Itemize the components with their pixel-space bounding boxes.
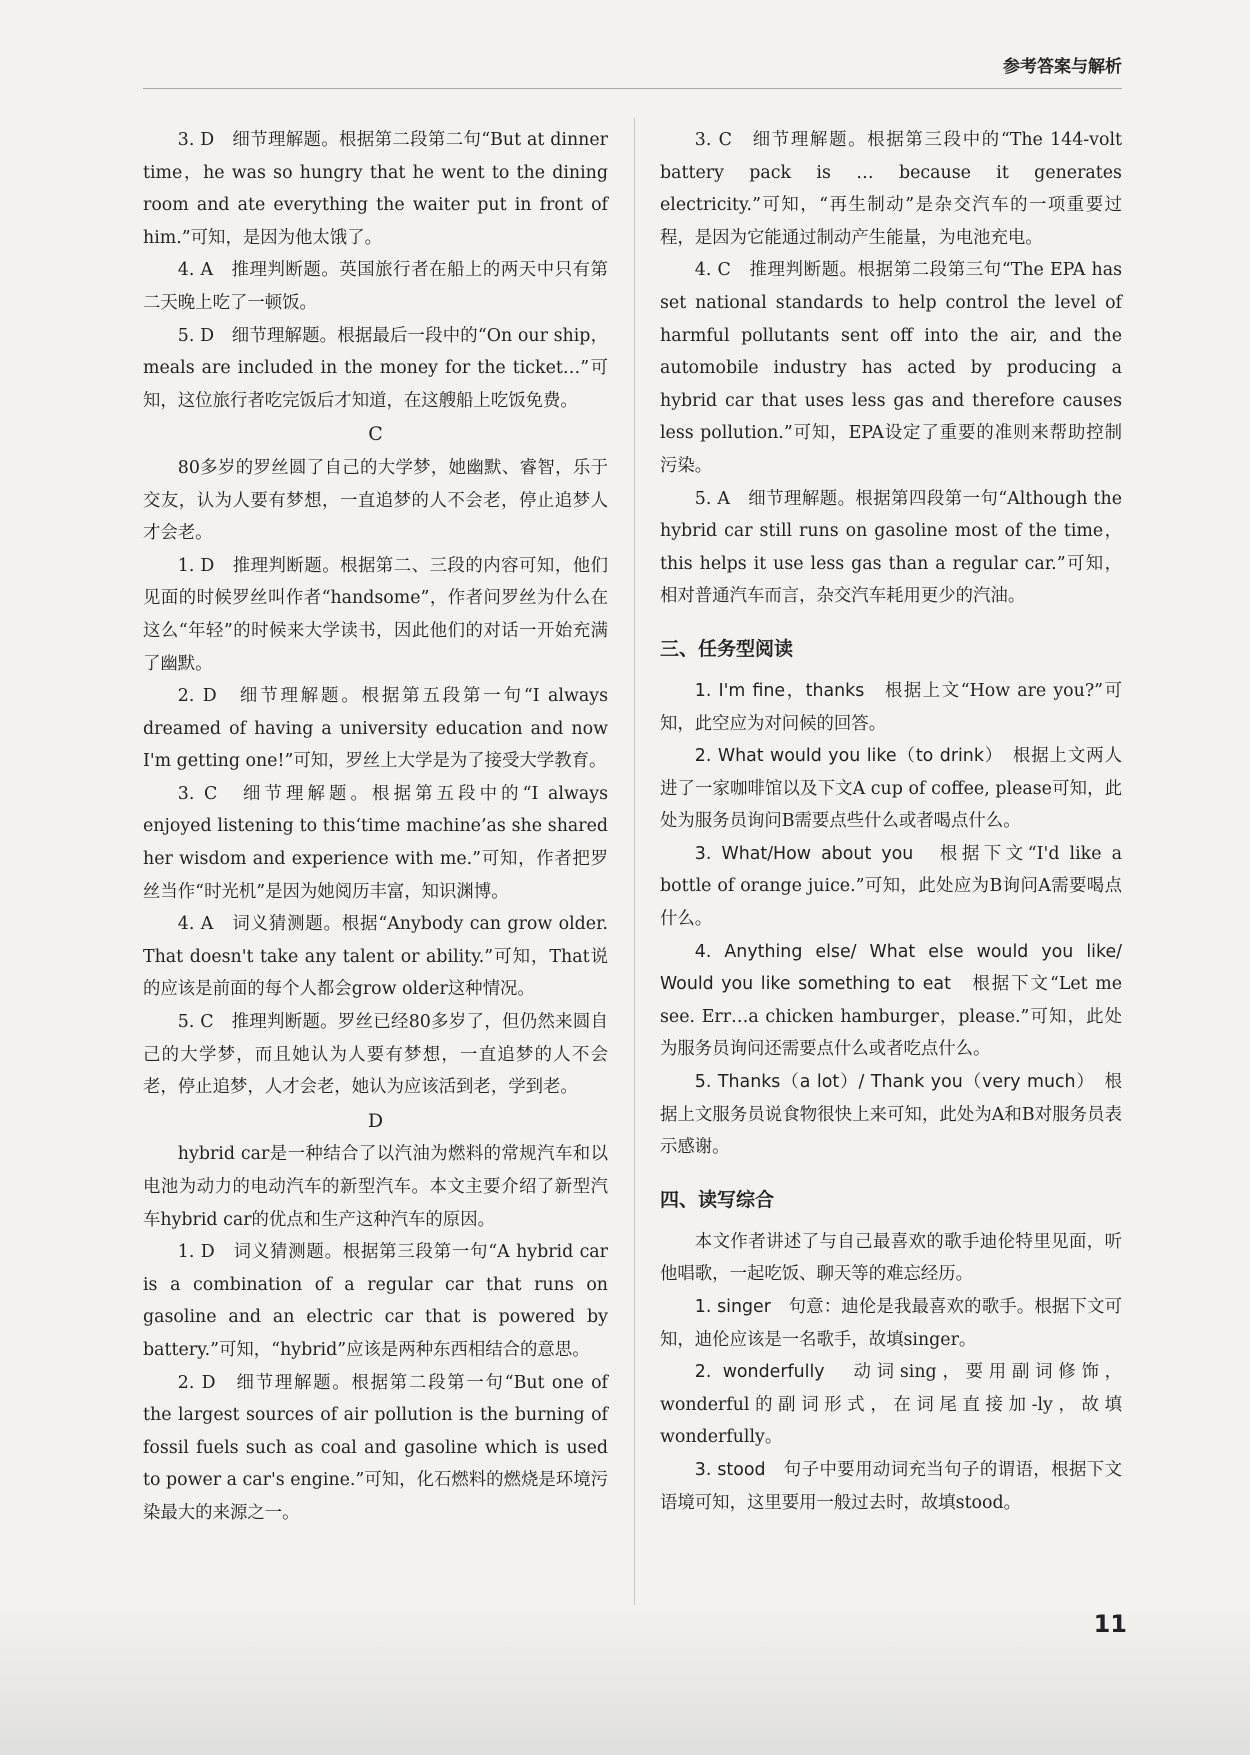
answer-t2-key: 2. What would you like（to drink） [694,746,995,767]
answer-c2: 2. D 细节理解题。根据第五段第一句“I always dreamed of having a university education and now I'm getting one!”可知，罗丝上大学是为了接受大学教育。 [143,686,608,772]
answer-d2: 2. D 细节理解题。根据第二段第一句“But one of the largest sources of air pollution is the burning of fossil fuels such as coal and gasoline which is used to power a car's engine.”可知，化石燃料的燃烧是环境污染最大的来源之一。 [143,1372,608,1523]
answer-b3: 3. D 细节理解题。根据第二段第二句“But at dinner time，he was so hungry that he went to the dining room and ate everything the waiter put in front of him.”可知，是因为他太饿了。 [143,130,608,248]
answer-t3 [660,838,1122,936]
answer-b5: 5. D 细节理解题。根据最后一段中的“On our ship，meals are included in the money for the ticket…”可知，这位旅行者吃完饭后才知道，在这艘船上吃饭免费。 [143,325,608,411]
answer-t5-explanation: 根据上文服务员说食物很快上来可知，此处为A和B对服务员表示感谢。 [660,1072,1122,1158]
answer-d4: 4. C 推理判断题。根据第二段第三句“The EPA has set national standards to help control the level of harmful pollutants sent off into the air, and the automobile industry has acted by producing a hybrid car that uses less gas and therefore causes less pollution.”可知，EPA设定了重要的准则来帮助控制污染。 [660,260,1122,476]
section-task-reading-heading: 三、任务型阅读 [660,637,794,660]
answer-d3: 3. C 细节理解题。根据第三段中的“The 144-volt battery pack is … because it generates electricity.”可知，“再生制动”是杂交汽车的一项重要过程，是因为它能通过制动产生能量，为电池充电。 [660,130,1122,248]
answer-c1: 1. D 推理判断题。根据第二、三段的内容可知，他们见面的时候罗丝叫作者“handsome”，作者问罗丝为什么在这么“年轻”的时候来大学读书，因此他们的对话一开始充满了幽默。 [143,555,608,674]
answer-b4: 4. A 推理判断题。英国旅行者在船上的两天中只有第二天晚上吃了一顿饭。 [143,260,608,313]
section-c-intro: 80多岁的罗丝圆了自己的大学梦，她幽默、睿智，乐于交友，认为人要有梦想，一直追梦的人不会老，停止追梦人才会老。 [143,457,608,544]
column-divider [634,118,635,1628]
answer-t5 [660,1066,1122,1164]
answer-d5: 5. A 细节理解题。根据第四段第一句“Although the hybrid car still runs on gasoline most of the time，this helps it use less gas than a regular car.”可知，相对普通汽车而言，杂交汽车耗用更少的汽油。 [660,488,1122,607]
answer-w2-key: 2. wonderfully [694,1362,825,1383]
answer-t4-key: 4. Anything else/ What else would you like/ Would you like something to eat [660,941,1122,995]
section-c-heading: C [368,423,383,446]
answer-t5-key: 5. Thanks（a lot）/ Thank you（very much） [694,1072,1087,1093]
answer-w2 [660,1356,1122,1454]
answer-t3-key: 3. What/How about you [694,843,914,864]
answer-w3-explanation: 句子中要用动词充当句子的谓语，根据下文语境可知，这里要用一般过去时，故填stood。 [660,1459,1122,1513]
answer-w1 [660,1291,1122,1356]
answer-t1 [660,675,1122,740]
section-reading-writing-heading: 四、读写综合 [660,1188,775,1211]
answer-w2-explanation: 动词sing，要用副词修饰，wonderful的副词形式，在词尾直接加-ly，故填wonderfully。 [660,1362,1122,1448]
answer-c3: 3. C 细节理解题。根据第五段中的“I always enjoyed listening to this‘time machine’as she shared her wisdom and experience with me.”可知，作者把罗丝当作“时光机”是因为她阅历丰富，知识渊博。 [143,783,608,902]
answer-w1-key: 1. singer [694,1297,771,1317]
header-rule [143,88,1122,89]
page-number: 11 [1093,1610,1127,1638]
answer-t2 [660,740,1122,838]
answer-t1-key: 1. I'm fine，thanks [694,680,865,701]
answer-w3-key: 3. stood [694,1459,766,1480]
answer-c4: 4. A 词义猜测题。根据“Anybody can grow older. That doesn't take any talent or ability.”可知，That说的应该是前面的每个人都会grow older这种情况。 [143,914,608,1000]
answer-w1-explanation: 句意：迪伦是我最喜欢的歌手。根据下文可知，迪伦应该是一名歌手，故填singer。 [660,1297,1122,1350]
section-writing-intro: 本文作者讲述了与自己最喜欢的歌手迪伦特里见面，听他唱歌，一起吃饭、聊天等的难忘经历。 [660,1231,1122,1285]
right-column [660,124,1122,1519]
answer-w3 [660,1454,1122,1519]
answer-c5: 5. C 推理判断题。罗丝已经80多岁了，但仍然来圆自己的大学梦，而且她认为人要有梦想，一直追梦的人不会老，停止追梦，人才会老，她认为应该活到老，学到老。 [143,1012,608,1098]
answer-t4 [660,936,1122,1066]
answer-t4-explanation: 根据下文“Let me see. Err…a chicken hamburger，please.”可知，此处为服务员询问还需要点什么或者吃点什么。 [660,974,1122,1060]
running-header-title: 参考答案与解析 [1003,57,1122,77]
left-column [143,124,608,1530]
section-d-heading: D [367,1109,384,1132]
answer-d1: 1. D 词义猜测题。根据第三段第一句“A hybrid car is a combination of a regular car that runs on gasoline and an electric car that is powered by battery.”可知，“hybrid”应该是两种东西相结合的意思。 [143,1242,608,1360]
answer-t1-explanation: 根据上文“How are you?”可知，此空应为对问候的回答。 [660,680,1123,734]
footer-band [0,1605,1250,1755]
section-d-intro: hybrid car是一种结合了以汽油为燃料的常规汽车和以电池为动力的电动汽车的新型汽车。本文主要介绍了新型汽车hybrid car的优点和生产这种汽车的原因。 [143,1144,608,1230]
answer-t2-explanation: 根据上文两人进了一家咖啡馆以及下文A cup of coffee, please可知，此处为服务员询问B需要点些什么或者喝点什么。 [660,746,1122,832]
answer-t3-explanation: 根据下文“I'd like a bottle of orange juice.”可知，此处应为B询问A需要喝点什么。 [660,843,1122,930]
